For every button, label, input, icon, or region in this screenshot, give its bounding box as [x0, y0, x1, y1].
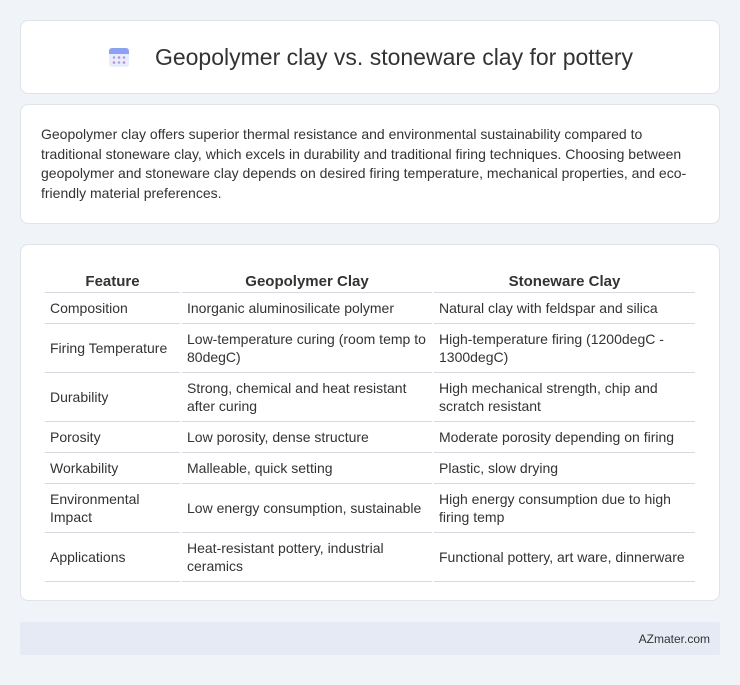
stoneware-cell: High energy consumption due to high firing temp [434, 484, 695, 533]
summary-text: Geopolymer clay offers superior thermal resistance and environmental sustainability compared to traditional stoneware clay, which excels in durability and traditional firing techniques. Choosing between geopolymer and stoneware clay depends on desired firing temperature, mechanical properties, and eco-friendly material preferences. [41, 126, 687, 201]
feature-cell: Applications [45, 533, 180, 582]
header-stoneware: Stoneware Clay [434, 265, 695, 293]
geopolymer-cell: Inorganic aluminosilicate polymer [182, 293, 432, 324]
table-row [45, 453, 695, 484]
comparison-table [43, 265, 697, 582]
geopolymer-cell: Low energy consumption, sustainable [182, 484, 432, 533]
comparison-card [20, 244, 720, 601]
stoneware-cell: High mechanical strength, chip and scratch resistant [434, 373, 695, 422]
geopolymer-cell: Heat-resistant pottery, industrial ceramics [182, 533, 432, 582]
page-title: Geopolymer clay vs. stoneware clay for pottery [154, 43, 634, 70]
feature-cell: Workability [45, 453, 180, 484]
calendar-icon [107, 45, 131, 69]
stoneware-cell: Moderate porosity depending on firing [434, 422, 695, 453]
feature-cell: Firing Temperature [45, 324, 180, 373]
title-card [20, 20, 720, 94]
geopolymer-cell: Malleable, quick setting [182, 453, 432, 484]
table-row [45, 422, 695, 453]
footer-brand[interactable]: AZmater.com [638, 631, 710, 646]
stoneware-cell: High-temperature firing (1200degC - 1300degC) [434, 324, 695, 373]
table-header-row [45, 265, 695, 293]
feature-cell: Environmental Impact [45, 484, 180, 533]
geopolymer-cell: Strong, chemical and heat resistant after curing [182, 373, 432, 422]
header-feature: Feature [45, 265, 180, 293]
feature-cell: Durability [45, 373, 180, 422]
stoneware-cell: Plastic, slow drying [434, 453, 695, 484]
geopolymer-cell: Low porosity, dense structure [182, 422, 432, 453]
table-row [45, 484, 695, 533]
table-row [45, 533, 695, 582]
summary-card [20, 104, 720, 224]
geopolymer-cell: Low-temperature curing (room temp to 80degC) [182, 324, 432, 373]
table-row [45, 324, 695, 373]
stoneware-cell: Natural clay with feldspar and silica [434, 293, 695, 324]
table-row [45, 373, 695, 422]
table-row [45, 293, 695, 324]
title-row [107, 44, 633, 71]
feature-cell: Porosity [45, 422, 180, 453]
header-geopolymer: Geopolymer Clay [182, 265, 432, 293]
feature-cell: Composition [45, 293, 180, 324]
stoneware-cell: Functional pottery, art ware, dinnerware [434, 533, 695, 582]
footer-bar [20, 622, 720, 655]
